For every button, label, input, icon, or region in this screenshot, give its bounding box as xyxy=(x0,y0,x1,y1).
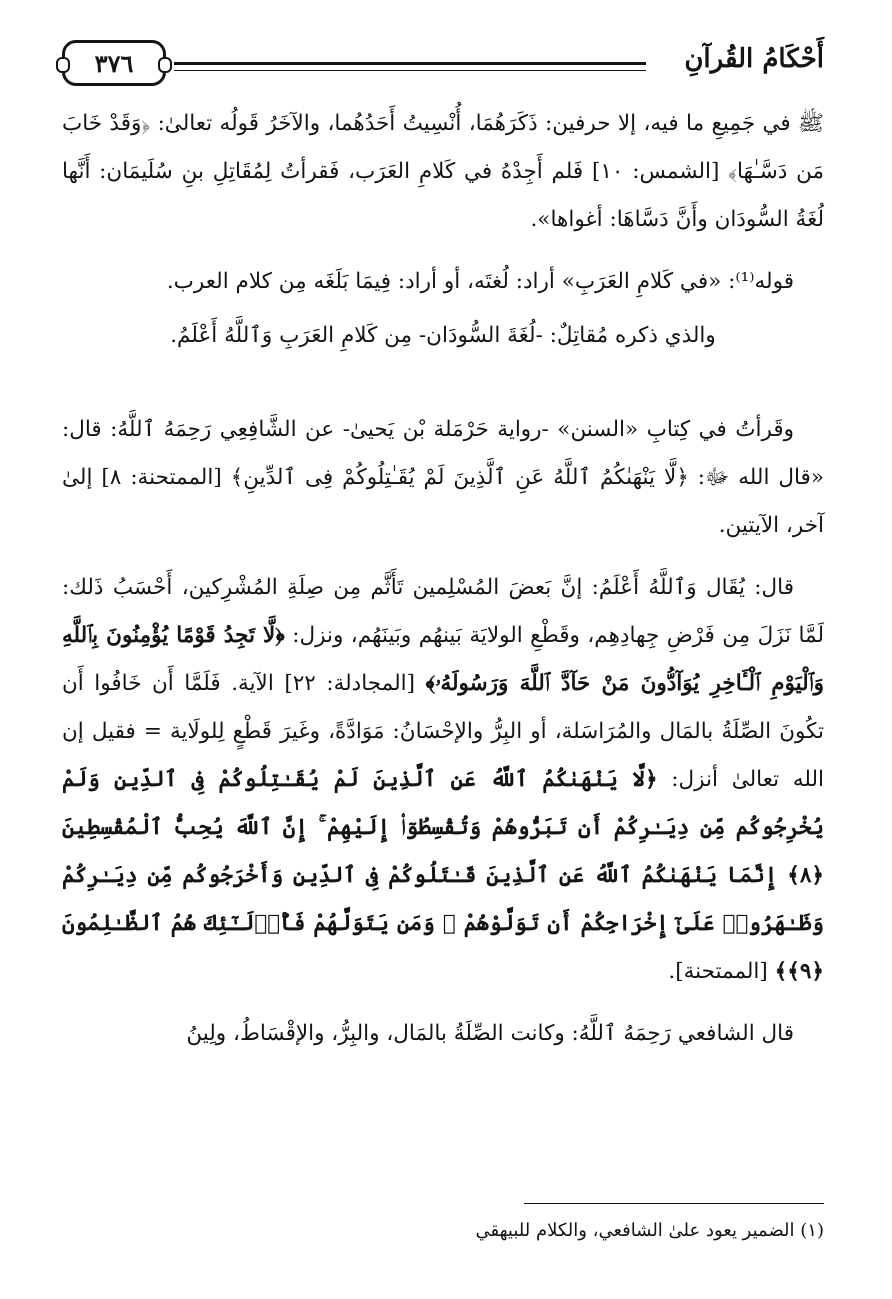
paragraph-6: قال الشافعي رَحِمَهُ ٱللَّهُ: وكانت الصِّلَةُ بالمَال، والبِرُّ، والإقْسَاطُ، ولِينُ xyxy=(186,1021,794,1046)
quran-verse-mujadila: ﴿لَّا تَجِدُ قَوْمًا يُؤْمِنُونَ بِٱللَّهِ وَٱلْيَوْمِ ٱلْـَٔاخِرِ يُوَآدُّونَ مَنْ حَآدَّ ٱللَّهَ وَرَسُولَهُۥ﴾ xyxy=(62,623,824,696)
paragraph-5-end: [الممتحنة]. xyxy=(668,959,768,984)
paragraph-5 xyxy=(62,564,824,996)
page-header xyxy=(62,38,824,94)
page-body xyxy=(62,100,824,1058)
paragraph-2: قوله⁽¹⁾: «في كَلامِ العَرَبِ» أراد: لُغتَه، أو أراد: فِيمَا بَلَغَه مِن كلام العرب. xyxy=(166,269,794,294)
paragraph-3: والذي ذكره مُقاتِلٌ: -لُغَةَ السُّودَان- مِن كَلامِ العَرَبِ وَٱللَّهُ أَعْلَمُ. xyxy=(170,323,716,348)
paragraph-5-intro: قال: يُقَال وَٱللَّهُ أَعْلَمُ: إنَّ بَعضَ المُسْلِمين تَأَثَّم مِن صِلَةِ المُشْرِكين، أَحْسَبُ ذَلك: لَمَّا نَزَلَ مِن فَرْضِ جِهادِهِم، وقَطْعِ الولايَة بَينهُم وبَينَهُم، ونزل: xyxy=(62,575,825,648)
header-rule xyxy=(174,62,646,71)
paragraph-5-rest: [المجادلة: ٢٢] الآية. فَلَمَّا أَن خَافُوا أَن تكُونَ الصِّلَةُ بالمَال والمُرَاسَلة، أو البِرُّ والإحْسَانُ: مَوَادَّةً، وغَيرَ قَطْعٍ لِلولَاية = فقيل إن الله تعالىٰ أنزل: xyxy=(62,671,824,792)
footnote-rule xyxy=(524,1203,824,1204)
paragraph-1: ﷺ في جَمِيعِ ما فيه، إلا حرفين: ذَكَرَهُمَا، أُنْسِيتُ أَحَدُهُما، والآخَرُ قَولُه تعالىٰ: ﴿وَقَدْ خَابَ مَن دَسَّـٰهَا﴾ [الشمس: ١٠] فَلم أَجِدْهُ في كَلامِ العَرَب، فَقرأتُ لِمُقَاتِلِ بنِ سُلَيمَان: أَنَّها لُغَةُ السُّودَان وأَنَّ دَسَّاهَا: أغواها». xyxy=(62,111,825,232)
page-number-badge xyxy=(62,40,166,86)
quran-verse-mumtahana: ﴿لَّا يَنْهَىٰكُمُ ٱللَّهُ عَنِ ٱلَّذِينَ لَمْ يُقَـٰتِلُوكُمْ فِى ٱلدِّينِ وَلَمْ يُخْرِجُوكُم مِّن دِيَـٰرِكُمْ أَن تَبَرُّوهُمْ وَتُقْسِطُوٓا۟ إِلَيْهِمْ ۚ إِنَّ ٱللَّهَ يُحِبُّ ٱلْمُقْسِطِينَ ﴿٨﴾ إِنَّمَا يَنْهَىٰكُمُ ٱللَّهُ عَنِ ٱلَّذِينَ قَـٰتَلُوكُمْ فِى ٱلدِّينِ وَأَخْرَجُوكُم مِّن دِيَـٰرِكُمْ وَظَـٰهَرُوا۟ عَلَىٰٓ إِخْرَاجِكُمْ أَن تَوَلَّوْهُمْ ۚ وَمَن يَتَوَلَّهُمْ فَأُو۟لَـٰٓئِكَ هُمُ ٱلظَّـٰلِمُونَ ﴿٩﴾﴾ xyxy=(62,767,824,984)
paragraph-4: وقَرأتُ في كِتابِ «السنن» -رواية حَرْمَلة بْن يَحيىٰ- عن الشَّافِعِي رَحِمَهُ ٱللَّهُ: قال: «قال الله ﷻ: ﴿لَّا يَنْهَىٰكُمُ ٱللَّهُ عَنِ ٱلَّذِينَ لَمْ يُقَـٰتِلُوكُمْ فِى ٱلدِّينِ﴾ [الممتحنة: ٨] إلىٰ آخر، الآيتين. xyxy=(62,417,824,538)
footnote-1: (١) الضمير يعود علىٰ الشافعي، والكلام للبيهقي xyxy=(475,1220,824,1241)
book-title: أَحْكَامُ القُرآنِ xyxy=(684,44,824,74)
page-number: ٣٧٦ xyxy=(94,48,134,78)
